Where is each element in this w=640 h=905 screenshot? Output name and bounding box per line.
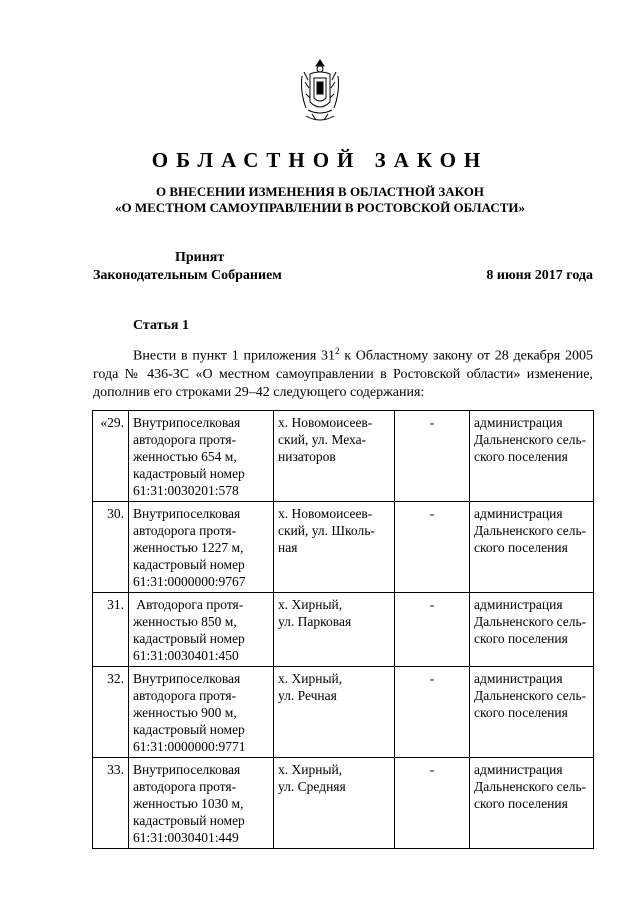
object-description — [129, 758, 274, 849]
object-address — [274, 593, 395, 667]
cell-line: женностью 1030 м, — [133, 796, 244, 811]
cell-line: администрация — [474, 506, 563, 521]
cell-line: ского поселения — [474, 631, 568, 646]
cell-line: Дальненского сель- — [474, 779, 587, 794]
adoption-date: 8 июня 2017 года — [486, 268, 593, 283]
table-row — [93, 411, 594, 502]
cell-line: женностью 654 м, — [133, 449, 237, 464]
intro-text-after: к Областному закону от 28 декабря 2005 года № 436-ЗС «О местном самоуправлении в Ростовской области» изменение, дополнив его строками 29–42 следующего содержания: — [93, 348, 593, 400]
cell-line: х. Хирный, — [278, 671, 343, 686]
cell-line: 61:31:0030201:578 — [133, 483, 239, 498]
administration — [470, 758, 594, 849]
cell-line: женностью 1227 м, — [133, 540, 244, 555]
row-number: 32. — [93, 667, 129, 758]
object-address — [274, 502, 395, 593]
adopted-by: Законодательным Собранием — [93, 268, 282, 283]
article-intro — [93, 342, 593, 402]
object-description — [129, 502, 274, 593]
cell-line: х. Хирный, — [278, 597, 343, 612]
cell-line: администрация — [474, 671, 563, 686]
document-subtitle — [0, 184, 640, 216]
row-number: 33. — [93, 758, 129, 849]
cell-line: кадастровый номер — [133, 813, 245, 828]
cell-line: кадастровый номер — [133, 466, 245, 481]
document-title: ОБЛАСТНОЙ ЗАКОН — [151, 148, 489, 172]
subtitle-line-2: «О МЕСТНОМ САМОУПРАВЛЕНИИ В РОСТОВСКОЙ ОБЛАСТИ» — [115, 200, 525, 215]
article-heading: Статья 1 — [133, 318, 189, 333]
adopted-label: Принят — [175, 250, 225, 265]
cell-line: 61:31:0000000:9771 — [133, 739, 246, 754]
cell-line: 61:31:0030401:449 — [133, 830, 239, 845]
cell-line: ского поселения — [474, 449, 568, 464]
row-number: 30. — [93, 502, 129, 593]
cell-line: администрация — [474, 762, 563, 777]
cell-line: Дальненского сель- — [474, 432, 587, 447]
table-row — [93, 758, 594, 849]
intro-superscript: 2 — [335, 346, 340, 356]
cell-line: низаторов — [278, 449, 336, 464]
cell-line: ул. Речная — [278, 688, 337, 703]
cell-line: 61:31:0000000:9767 — [133, 574, 246, 589]
object-address — [274, 667, 395, 758]
empty-marker: - — [395, 502, 470, 593]
coat-of-arms-emblem — [296, 58, 344, 126]
cell-line: автодорога протя- — [133, 779, 237, 794]
cell-line: автодорога протя- — [133, 688, 237, 703]
table-row — [93, 502, 594, 593]
cell-line: женностью 900 м, — [133, 705, 237, 720]
cell-line: Дальненского сель- — [474, 523, 587, 538]
cell-line: женностью 850 м, — [133, 614, 237, 629]
empty-marker: - — [395, 593, 470, 667]
cell-line: 61:31:0030401:450 — [133, 648, 239, 663]
cell-line: администрация — [474, 597, 563, 612]
object-address — [274, 758, 395, 849]
cell-line: ского поселения — [474, 796, 568, 811]
cell-line: х. Новомоисеев- — [278, 506, 373, 521]
cell-line: ная — [278, 540, 298, 555]
cell-line: Внутрипоселковая — [133, 762, 241, 777]
cell-line: х. Новомоисеев- — [278, 415, 373, 430]
cell-line: ул. Средняя — [278, 779, 346, 794]
subtitle-line-1: О ВНЕСЕНИИ ИЗМЕНЕНИЯ В ОБЛАСТНОЙ ЗАКОН — [156, 184, 484, 199]
row-number: 31. — [93, 593, 129, 667]
cell-line: х. Хирный, — [278, 762, 343, 777]
cell-line: ский, ул. Школь- — [278, 523, 375, 538]
cell-line: автодорога протя- — [133, 432, 237, 447]
empty-marker: - — [395, 758, 470, 849]
cell-line: ского поселения — [474, 540, 568, 555]
cell-line: ский, ул. Меха- — [278, 432, 367, 447]
cell-line: кадастровый номер — [133, 557, 245, 572]
object-address — [274, 411, 395, 502]
cell-line: Внутрипоселковая — [133, 506, 241, 521]
row-number: «29. — [93, 411, 129, 502]
table-row — [93, 593, 594, 667]
administration — [470, 411, 594, 502]
cell-line: ского поселения — [474, 705, 568, 720]
cell-line: автодорога протя- — [133, 523, 237, 538]
cell-line: Дальненского сель- — [474, 614, 587, 629]
intro-text-before: Внести в пункт 1 приложения 31 — [133, 348, 336, 364]
administration — [470, 502, 594, 593]
cell-line: Дальненского сель- — [474, 688, 587, 703]
cell-line: кадастровый номер — [133, 631, 245, 646]
cell-line: ул. Парковая — [278, 614, 352, 629]
cell-line: Внутрипоселковая — [133, 415, 241, 430]
object-description — [129, 667, 274, 758]
cell-line: Внутрипоселковая — [133, 671, 241, 686]
cell-line: Автодорога протя- — [133, 597, 244, 612]
empty-marker: - — [395, 667, 470, 758]
administration — [470, 593, 594, 667]
cell-line: кадастровый номер — [133, 722, 245, 737]
administration — [470, 667, 594, 758]
cell-line: администрация — [474, 415, 563, 430]
table-row — [93, 667, 594, 758]
items-table — [92, 410, 594, 849]
object-description — [129, 411, 274, 502]
empty-marker: - — [395, 411, 470, 502]
object-description — [129, 593, 274, 667]
